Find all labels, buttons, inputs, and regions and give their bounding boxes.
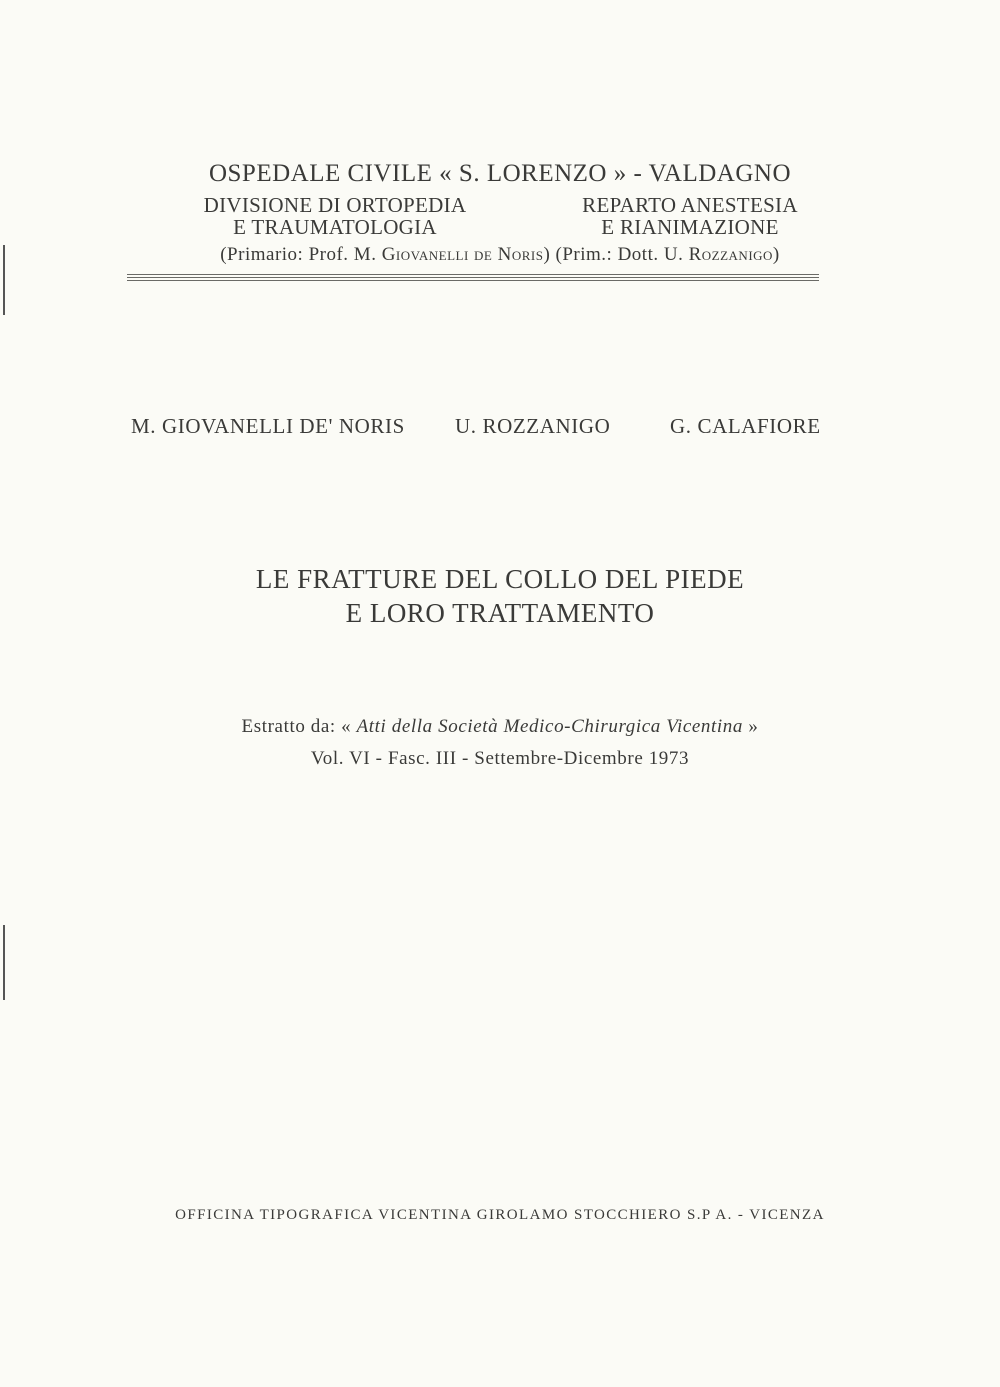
left-primario-suffix: ) — [543, 244, 551, 265]
header-divider — [127, 280, 819, 281]
left-department-line1: DIVISIONE DI ORTOPEDIA — [203, 193, 467, 217]
journal-name: Atti della Società Medico-Chirurgica Vicentina — [356, 716, 743, 737]
binding-mark — [3, 925, 5, 1000]
author-name: M. GIOVANELLI DE' NORIS — [131, 414, 405, 438]
document-title-line1: LE FRATTURE DEL COLLO DEL PIEDE — [255, 564, 745, 594]
header-divider — [127, 274, 819, 275]
right-primario-suffix: ) — [772, 244, 780, 265]
extract-source — [0, 716, 1000, 738]
right-primario-name: Rozzanigo — [688, 244, 773, 265]
extract-suffix: » — [743, 716, 759, 737]
left-primario-name: Giovanelli de Noris — [381, 244, 544, 265]
primari-line — [0, 244, 1000, 266]
publisher-imprint: OFFICINA TIPOGRAFICA VICENTINA GIROLAMO STOCCHIERO S.P A. - VICENZA — [175, 1207, 825, 1223]
volume-info: Vol. VI - Fasc. III - Settembre-Dicembre 1973 — [310, 748, 690, 769]
right-department-line2: E RIANIMAZIONE — [601, 215, 779, 239]
extract-prefix: Estratto da: « — [241, 716, 357, 737]
left-department-line2: E TRAUMATOLOGIA — [233, 215, 437, 239]
left-primario-prefix: (Primario: Prof. M. — [220, 244, 382, 265]
header-divider — [127, 277, 819, 278]
right-primario-prefix: (Prim.: Dott. U. — [555, 244, 689, 265]
document-title-line2: E LORO TRATTAMENTO — [345, 598, 655, 628]
author-name: U. ROZZANIGO — [455, 414, 611, 438]
author-name: G. CALAFIORE — [670, 414, 821, 438]
right-department-line1: REPARTO ANESTESIA — [582, 193, 798, 217]
hospital-name: OSPEDALE CIVILE « S. LORENZO » - VALDAGNO — [208, 160, 792, 187]
